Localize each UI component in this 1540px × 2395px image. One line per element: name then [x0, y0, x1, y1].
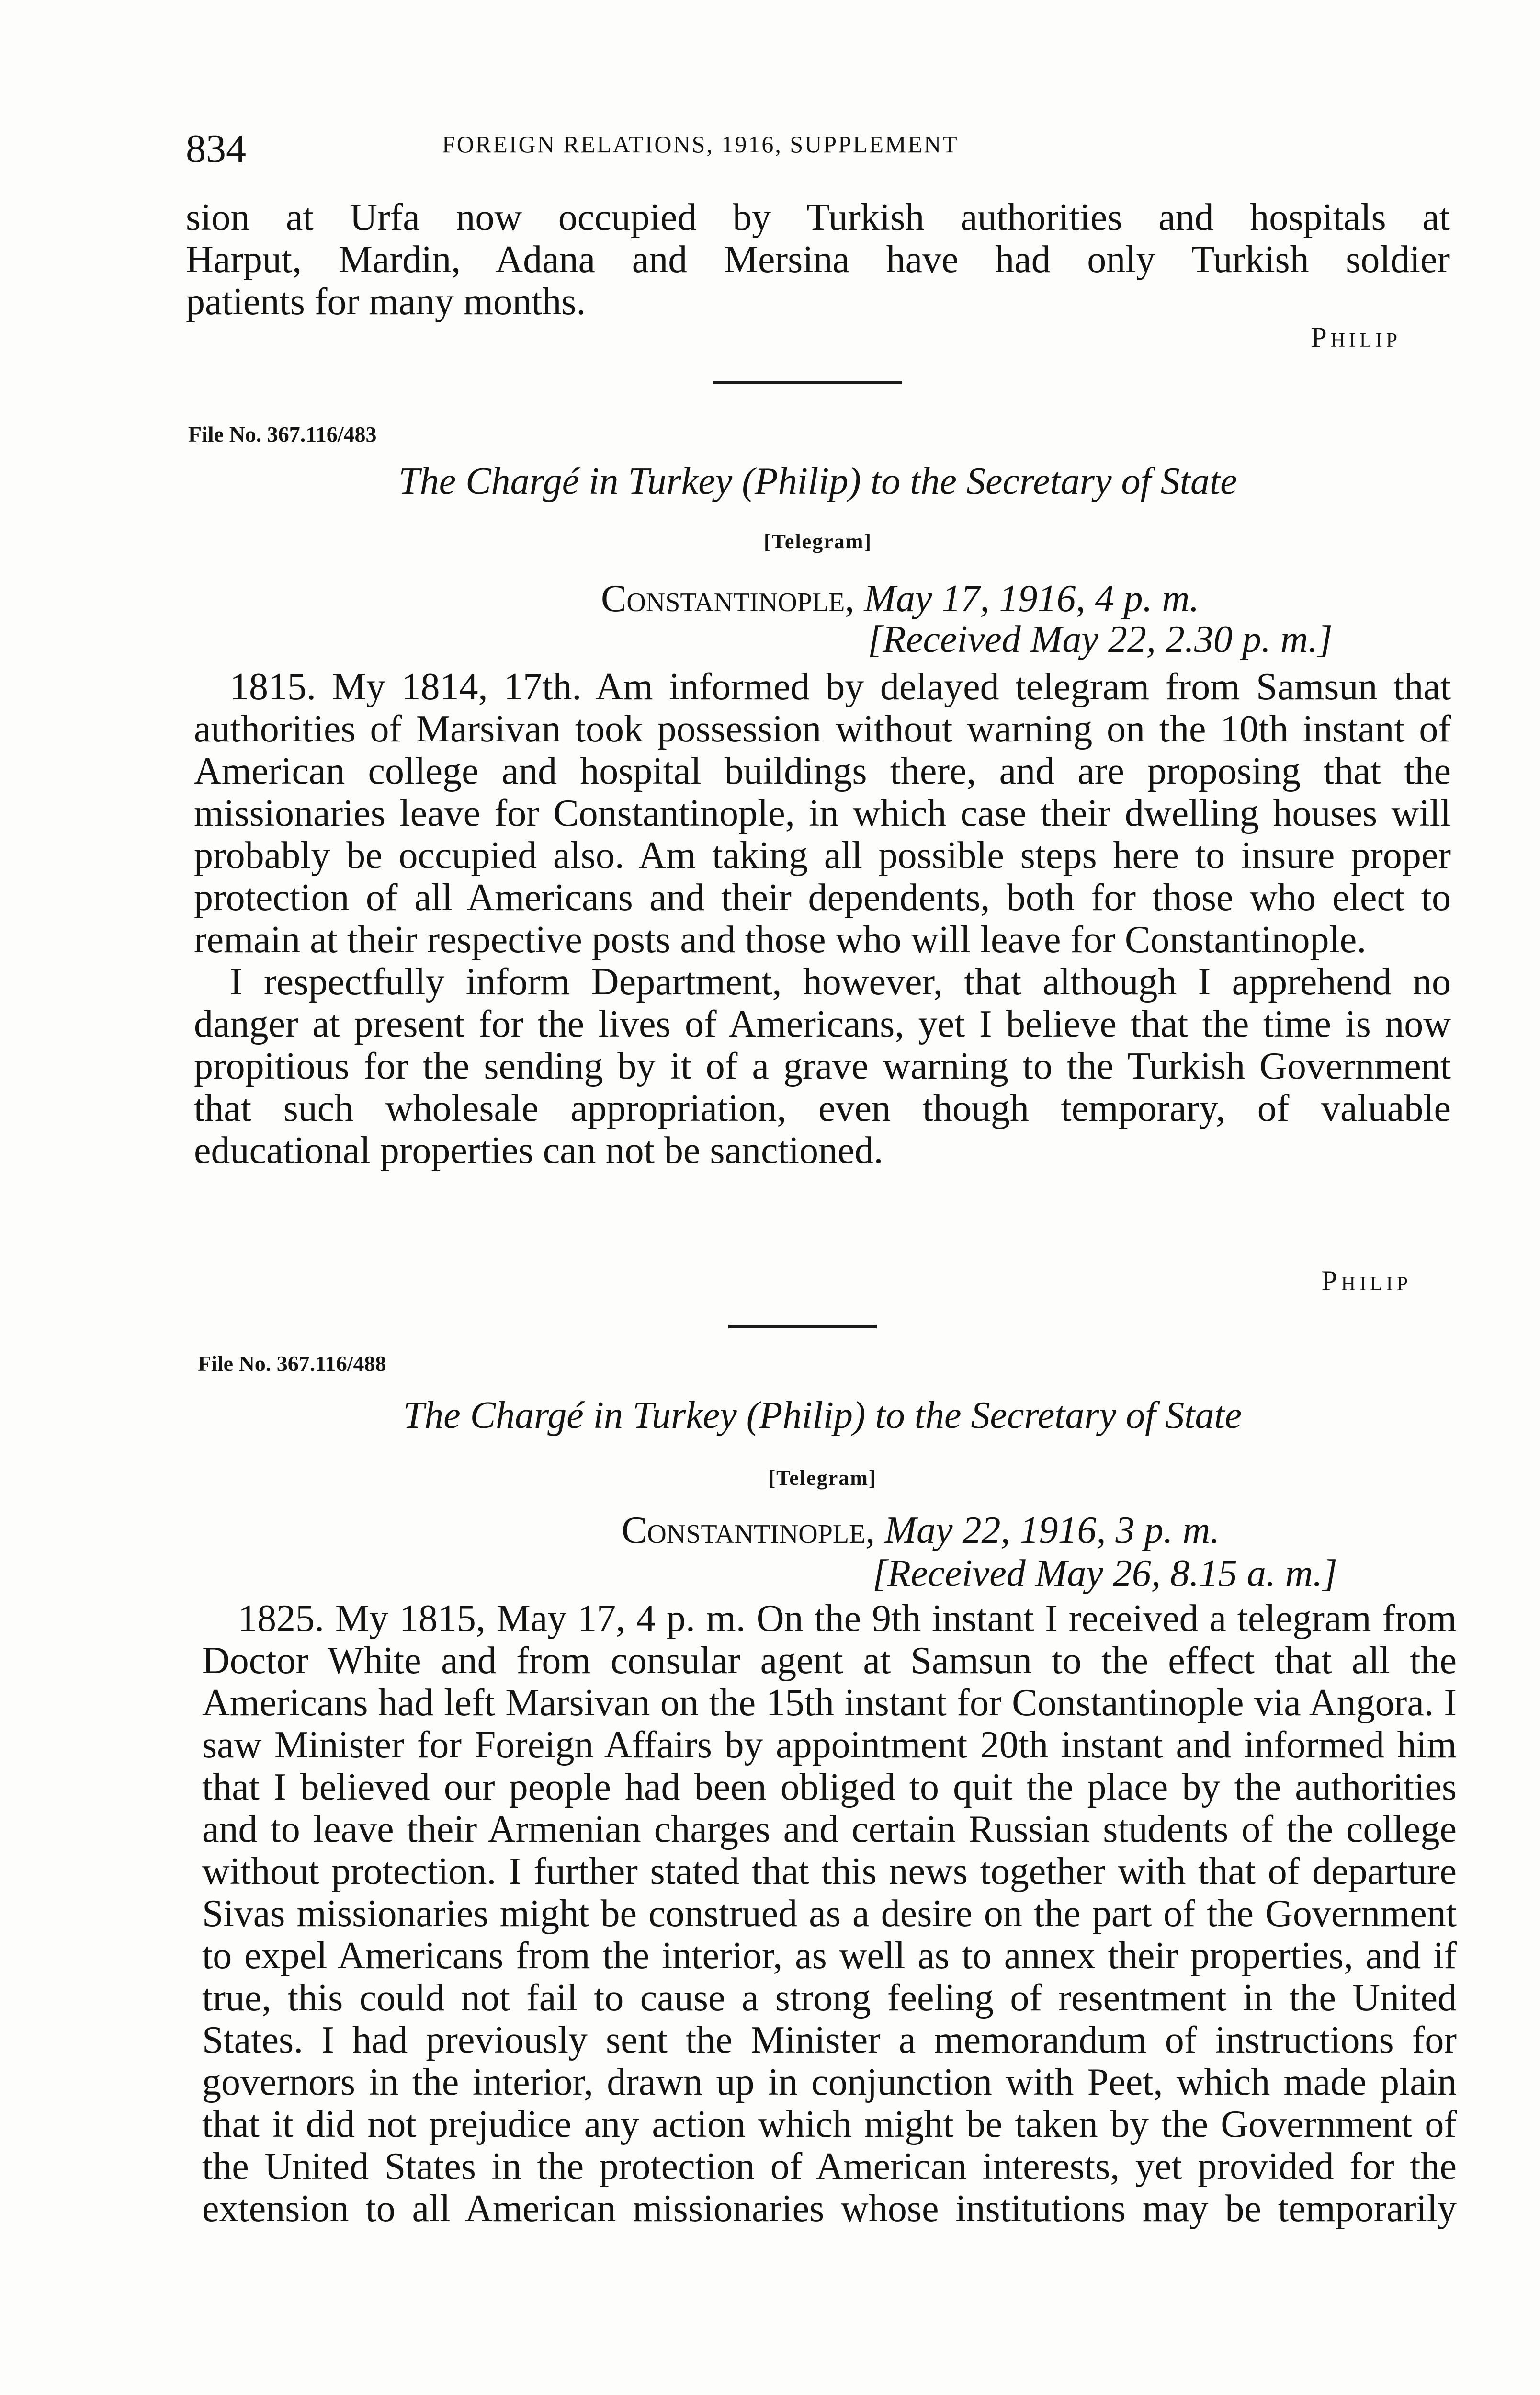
doc2-file-number: File No. 367.116/488: [198, 1351, 386, 1376]
running-title: FOREIGN RELATIONS, 1916, SUPPLEMENT: [442, 131, 959, 158]
doc2-telegram-label: [Telegram]: [768, 1466, 877, 1490]
continuation-line-2: Harput, Mardin, Adana and Mersina have had only Turkish soldier: [186, 239, 1450, 281]
doc1-received: [Received May 22, 2.30 p. m.]: [868, 618, 1333, 661]
continuation-line-3: patients for many months.: [186, 281, 586, 323]
doc1-dateline: [601, 577, 1199, 621]
doc2-dateline: [622, 1509, 1220, 1552]
doc1-signature: Philip: [1321, 1265, 1412, 1297]
doc2-body: [202, 1597, 1457, 2230]
page-header: [186, 125, 1479, 178]
doc1-body: [194, 666, 1451, 1172]
doc2-title: The Chargé in Turkey (Philip) to the Secretary of State: [403, 1394, 1242, 1437]
continuation-line-1: sion at Urfa now occupied by Turkish authorities and hospitals at: [186, 196, 1450, 239]
doc1-paragraph-2: I respectfully inform Department, however, that although I apprehend no danger at present for the lives of Americans, yet I believe that the time is now propitious for the sending by it of a grave warning to the Turkish Government that such wholesale appropriation, even though temporary, of valuable educational properties can not be sanctioned.: [194, 961, 1451, 1172]
doc2-date: May 22, 1916, 3 p. m.: [884, 1509, 1220, 1551]
section-divider-1: [713, 381, 902, 384]
page-number: 834: [186, 126, 246, 171]
doc1-paragraph-1: 1815. My 1814, 17th. Am informed by delayed telegram from Samsun that authorities of Marsivan took possession without warning on the 10th instant of American college and hospital buildings there, and are proposing that the missionaries leave for Constantinople, in which case their dwelling houses will probably be occupied also. Am taking all possible steps here to insure proper protection of all Americans and their dependents, both for those who elect to remain at their respective posts and those who will leave for Constantinople.: [194, 666, 1451, 961]
continuation-signature: Philip: [1311, 321, 1401, 353]
doc1-place: Constantinople,: [601, 578, 855, 620]
doc2-received: [Received May 26, 8.15 a. m.]: [872, 1552, 1337, 1595]
doc2-place: Constantinople,: [622, 1509, 875, 1551]
doc2-paragraph-1: 1825. My 1815, May 17, 4 p. m. On the 9th instant I received a telegram from Doctor White and from consular agent at Samsun to the effect that all the Americans had left Marsivan on the 15th instant for Constantinople via Angora. I saw Minister for Foreign Affairs by appointment 20th instant and informed him that I believed our people had been obliged to quit the place by the authorities and to leave their Armenian charges and certain Russian students of the college without protection. I further stated that this news together with that of departure Sivas missionaries might be construed as a desire on the part of the Government to expel Americans from the interior, as well as to annex their properties, and if true, this could not fail to cause a strong feeling of resentment in the United States. I had previously sent the Minister a memorandum of instructions for governors in the interior, drawn up in conjunction with Peet, which made plain that it did not prejudice any action which might be taken by the Government of the United States in the protection of American interests, yet provided for the extension to all American missionaries whose institutions may be temporarily: [202, 1597, 1457, 2230]
doc1-file-number: File No. 367.116/483: [188, 422, 377, 446]
section-divider-2: [728, 1325, 877, 1328]
doc1-telegram-label: [Telegram]: [763, 530, 872, 553]
doc1-date: May 17, 1916, 4 p. m.: [864, 578, 1200, 620]
continuation-text: [186, 196, 1450, 323]
doc1-title: The Chargé in Turkey (Philip) to the Secretary of State: [398, 460, 1237, 502]
